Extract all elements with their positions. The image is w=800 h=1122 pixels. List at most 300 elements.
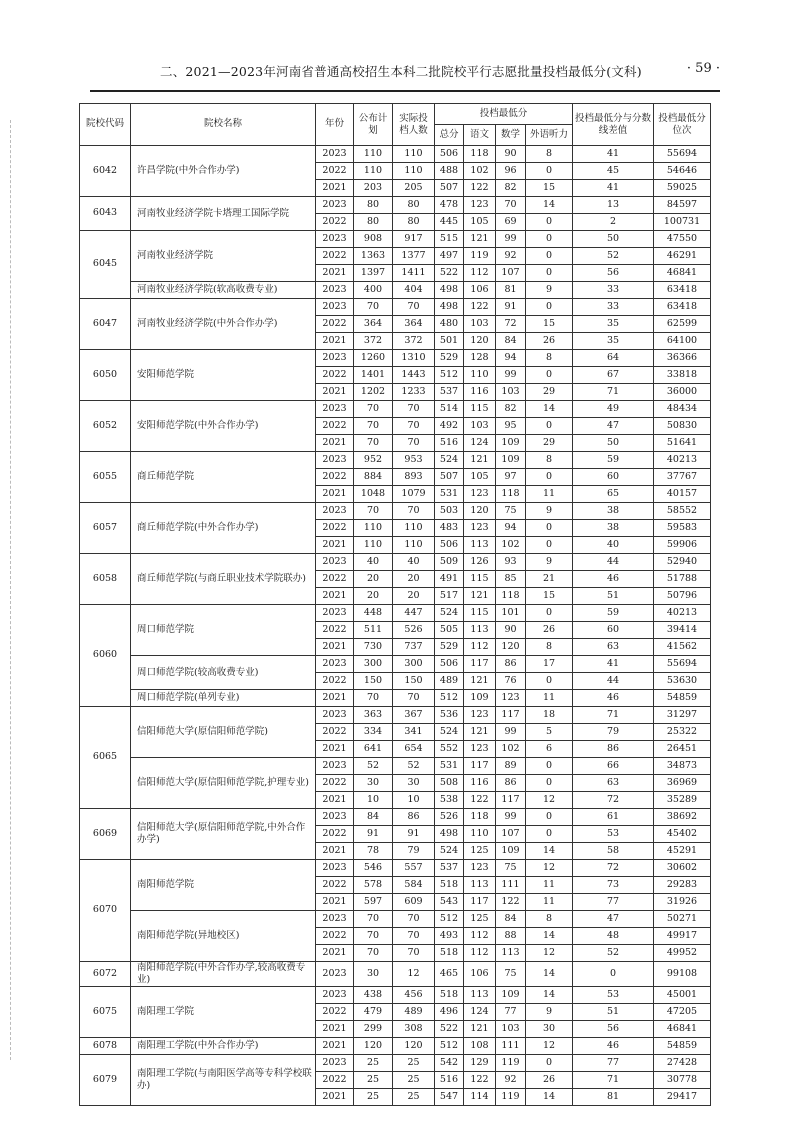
cell-listening: 0 bbox=[526, 469, 573, 486]
cell-listening: 29 bbox=[526, 435, 573, 452]
cell-actual: 447 bbox=[393, 605, 435, 622]
table-row bbox=[80, 350, 711, 367]
cell-actual: 91 bbox=[393, 826, 435, 843]
cell-total: 492 bbox=[435, 418, 464, 435]
cell-plan: 70 bbox=[354, 690, 393, 707]
cell-listening: 0 bbox=[526, 520, 573, 537]
cell-diff: 67 bbox=[573, 367, 654, 384]
cell-total: 529 bbox=[435, 639, 464, 656]
cell-listening: 14 bbox=[526, 962, 573, 987]
cell-listening: 0 bbox=[526, 605, 573, 622]
cell-total: 496 bbox=[435, 1003, 464, 1020]
cell-chinese: 117 bbox=[464, 758, 496, 775]
table-row bbox=[80, 452, 711, 469]
table-row bbox=[80, 231, 711, 248]
cell-rank: 100731 bbox=[654, 214, 711, 231]
cell-rank: 55694 bbox=[654, 656, 711, 673]
cell-actual: 70 bbox=[393, 418, 435, 435]
cell-rank: 47550 bbox=[654, 231, 711, 248]
cell-actual: 70 bbox=[393, 435, 435, 452]
cell-math: 72 bbox=[496, 316, 526, 333]
cell-total: 465 bbox=[435, 962, 464, 987]
cell-math: 107 bbox=[496, 826, 526, 843]
cell-math: 119 bbox=[496, 1054, 526, 1071]
cell-actual: 110 bbox=[393, 520, 435, 537]
cell-diff: 51 bbox=[573, 1003, 654, 1020]
cell-listening: 12 bbox=[526, 1037, 573, 1054]
cell-chinese: 119 bbox=[464, 248, 496, 265]
cell-actual: 70 bbox=[393, 945, 435, 962]
school-code: 6075 bbox=[80, 986, 131, 1037]
cell-chinese: 123 bbox=[464, 520, 496, 537]
cell-listening: 11 bbox=[526, 486, 573, 503]
cell-total: 512 bbox=[435, 911, 464, 928]
cell-math: 111 bbox=[496, 1037, 526, 1054]
cell-actual: 110 bbox=[393, 163, 435, 180]
table-body bbox=[80, 146, 711, 1106]
cell-chinese: 114 bbox=[464, 1088, 496, 1105]
cell-chinese: 121 bbox=[464, 1020, 496, 1037]
school-name: 周口师范学院(较高收费专业) bbox=[131, 656, 316, 690]
cell-year: 2021 bbox=[316, 265, 354, 282]
cell-diff: 46 bbox=[573, 1037, 654, 1054]
cell-year: 2023 bbox=[316, 554, 354, 571]
school-code: 6065 bbox=[80, 707, 131, 809]
cell-rank: 99108 bbox=[654, 962, 711, 987]
cell-chinese: 115 bbox=[464, 605, 496, 622]
cell-plan: 70 bbox=[354, 435, 393, 452]
cell-diff: 49 bbox=[573, 401, 654, 418]
school-name: 周口师范学院(单列专业) bbox=[131, 690, 316, 707]
cell-listening: 8 bbox=[526, 639, 573, 656]
cell-math: 102 bbox=[496, 741, 526, 758]
cell-actual: 456 bbox=[393, 986, 435, 1003]
cell-listening: 5 bbox=[526, 724, 573, 741]
school-code: 6078 bbox=[80, 1037, 131, 1054]
cell-year: 2021 bbox=[316, 537, 354, 554]
cell-year: 2023 bbox=[316, 809, 354, 826]
cell-math: 103 bbox=[496, 384, 526, 401]
cell-diff: 33 bbox=[573, 299, 654, 316]
col-header-plan: 公布计划 bbox=[354, 104, 393, 146]
col-header-min-score-group: 投档最低分 bbox=[435, 104, 573, 125]
cell-plan: 1260 bbox=[354, 350, 393, 367]
cell-total: 522 bbox=[435, 1020, 464, 1037]
cell-year: 2021 bbox=[316, 180, 354, 197]
cell-actual: 150 bbox=[393, 673, 435, 690]
cell-diff: 44 bbox=[573, 673, 654, 690]
cell-rank: 40213 bbox=[654, 605, 711, 622]
school-name: 安阳师范学院(中外合作办学) bbox=[131, 401, 316, 452]
cell-plan: 578 bbox=[354, 877, 393, 894]
cell-chinese: 122 bbox=[464, 299, 496, 316]
cell-math: 117 bbox=[496, 792, 526, 809]
cell-total: 543 bbox=[435, 894, 464, 911]
cell-chinese: 118 bbox=[464, 809, 496, 826]
cell-plan: 91 bbox=[354, 826, 393, 843]
cell-plan: 25 bbox=[354, 1054, 393, 1071]
cell-plan: 30 bbox=[354, 775, 393, 792]
cell-plan: 70 bbox=[354, 503, 393, 520]
cell-listening: 26 bbox=[526, 622, 573, 639]
cell-rank: 29417 bbox=[654, 1088, 711, 1105]
cell-math: 109 bbox=[496, 452, 526, 469]
cell-actual: 1079 bbox=[393, 486, 435, 503]
cell-year: 2023 bbox=[316, 350, 354, 367]
cell-math: 119 bbox=[496, 1088, 526, 1105]
table-row bbox=[80, 656, 711, 673]
cell-listening: 11 bbox=[526, 894, 573, 911]
cell-total: 531 bbox=[435, 758, 464, 775]
cell-plan: 1202 bbox=[354, 384, 393, 401]
cell-math: 99 bbox=[496, 809, 526, 826]
cell-diff: 61 bbox=[573, 809, 654, 826]
cell-chinese: 112 bbox=[464, 928, 496, 945]
school-code: 6047 bbox=[80, 299, 131, 350]
cell-year: 2023 bbox=[316, 758, 354, 775]
cell-plan: 120 bbox=[354, 1037, 393, 1054]
school-code: 6072 bbox=[80, 962, 131, 987]
cell-plan: 1397 bbox=[354, 265, 393, 282]
school-name: 河南牧业经济学院(中外合作办学) bbox=[131, 299, 316, 350]
cell-diff: 71 bbox=[573, 384, 654, 401]
cell-math: 84 bbox=[496, 911, 526, 928]
cell-chinese: 105 bbox=[464, 469, 496, 486]
cell-listening: 8 bbox=[526, 452, 573, 469]
cell-actual: 86 bbox=[393, 809, 435, 826]
cell-rank: 40157 bbox=[654, 486, 711, 503]
cell-listening: 9 bbox=[526, 503, 573, 520]
cell-actual: 70 bbox=[393, 503, 435, 520]
cell-total: 489 bbox=[435, 673, 464, 690]
cell-actual: 308 bbox=[393, 1020, 435, 1037]
cell-listening: 0 bbox=[526, 775, 573, 792]
cell-chinese: 102 bbox=[464, 163, 496, 180]
cell-year: 2022 bbox=[316, 163, 354, 180]
cell-math: 76 bbox=[496, 673, 526, 690]
cell-listening: 0 bbox=[526, 673, 573, 690]
cell-math: 81 bbox=[496, 282, 526, 299]
cell-plan: 70 bbox=[354, 401, 393, 418]
cell-total: 516 bbox=[435, 1071, 464, 1088]
cell-actual: 584 bbox=[393, 877, 435, 894]
cell-math: 90 bbox=[496, 146, 526, 163]
cell-total: 508 bbox=[435, 775, 464, 792]
cell-rank: 47205 bbox=[654, 1003, 711, 1020]
cell-chinese: 126 bbox=[464, 554, 496, 571]
cell-total: 516 bbox=[435, 435, 464, 452]
cell-chinese: 124 bbox=[464, 435, 496, 452]
cell-diff: 59 bbox=[573, 605, 654, 622]
cell-listening: 21 bbox=[526, 571, 573, 588]
col-header-actual: 实际投档人数 bbox=[393, 104, 435, 146]
cell-diff: 41 bbox=[573, 656, 654, 673]
cell-chinese: 122 bbox=[464, 180, 496, 197]
cell-actual: 70 bbox=[393, 401, 435, 418]
cell-diff: 46 bbox=[573, 571, 654, 588]
cell-chinese: 121 bbox=[464, 724, 496, 741]
cell-plan: 363 bbox=[354, 707, 393, 724]
cell-plan: 1363 bbox=[354, 248, 393, 265]
cell-math: 85 bbox=[496, 571, 526, 588]
cell-chinese: 110 bbox=[464, 826, 496, 843]
cell-total: 547 bbox=[435, 1088, 464, 1105]
cell-math: 99 bbox=[496, 231, 526, 248]
cell-math: 120 bbox=[496, 639, 526, 656]
school-name: 南阳师范学院(异地校区) bbox=[131, 911, 316, 962]
cell-math: 95 bbox=[496, 418, 526, 435]
cell-total: 542 bbox=[435, 1054, 464, 1071]
cell-listening: 9 bbox=[526, 282, 573, 299]
cell-listening: 26 bbox=[526, 1071, 573, 1088]
cell-math: 109 bbox=[496, 986, 526, 1003]
cell-actual: 70 bbox=[393, 911, 435, 928]
header-divider bbox=[90, 90, 720, 92]
cell-total: 517 bbox=[435, 588, 464, 605]
cell-listening: 6 bbox=[526, 741, 573, 758]
cell-chinese: 112 bbox=[464, 265, 496, 282]
cell-total: 497 bbox=[435, 248, 464, 265]
cell-total: 506 bbox=[435, 537, 464, 554]
cell-diff: 33 bbox=[573, 282, 654, 299]
cell-listening: 12 bbox=[526, 792, 573, 809]
cell-total: 512 bbox=[435, 690, 464, 707]
cell-chinese: 113 bbox=[464, 622, 496, 639]
school-name: 南阳理工学院(中外合作办学) bbox=[131, 1037, 316, 1054]
cell-actual: 953 bbox=[393, 452, 435, 469]
cell-year: 2022 bbox=[316, 418, 354, 435]
cell-rank: 63418 bbox=[654, 282, 711, 299]
cell-diff: 53 bbox=[573, 986, 654, 1003]
cell-total: 518 bbox=[435, 986, 464, 1003]
cell-total: 522 bbox=[435, 265, 464, 282]
cell-listening: 0 bbox=[526, 537, 573, 554]
cell-rank: 25322 bbox=[654, 724, 711, 741]
cell-chinese: 118 bbox=[464, 146, 496, 163]
cell-plan: 372 bbox=[354, 333, 393, 350]
cell-year: 2022 bbox=[316, 673, 354, 690]
cell-actual: 654 bbox=[393, 741, 435, 758]
cell-listening: 0 bbox=[526, 758, 573, 775]
cell-rank: 36969 bbox=[654, 775, 711, 792]
cell-rank: 48434 bbox=[654, 401, 711, 418]
cell-chinese: 121 bbox=[464, 673, 496, 690]
cell-diff: 35 bbox=[573, 316, 654, 333]
cell-chinese: 105 bbox=[464, 214, 496, 231]
cell-actual: 70 bbox=[393, 690, 435, 707]
cell-total: 518 bbox=[435, 877, 464, 894]
cell-actual: 1310 bbox=[393, 350, 435, 367]
cell-chinese: 121 bbox=[464, 588, 496, 605]
cell-plan: 730 bbox=[354, 639, 393, 656]
cell-actual: 40 bbox=[393, 554, 435, 571]
cell-year: 2021 bbox=[316, 690, 354, 707]
cell-actual: 25 bbox=[393, 1054, 435, 1071]
cell-plan: 20 bbox=[354, 588, 393, 605]
table-row bbox=[80, 962, 711, 987]
cell-math: 103 bbox=[496, 1020, 526, 1037]
cell-plan: 110 bbox=[354, 163, 393, 180]
cell-chinese: 103 bbox=[464, 418, 496, 435]
school-name: 南阳师范学院(中外合作办学,较高收费专业) bbox=[131, 962, 316, 987]
school-name: 南阳师范学院 bbox=[131, 860, 316, 911]
cell-diff: 51 bbox=[573, 588, 654, 605]
cell-year: 2023 bbox=[316, 282, 354, 299]
cell-year: 2022 bbox=[316, 1003, 354, 1020]
cell-listening: 0 bbox=[526, 1054, 573, 1071]
cell-rank: 49952 bbox=[654, 945, 711, 962]
cell-rank: 36000 bbox=[654, 384, 711, 401]
cell-year: 2022 bbox=[316, 248, 354, 265]
table-row bbox=[80, 690, 711, 707]
cell-listening: 11 bbox=[526, 877, 573, 894]
cell-diff: 60 bbox=[573, 622, 654, 639]
table-row bbox=[80, 401, 711, 418]
cell-plan: 203 bbox=[354, 180, 393, 197]
cell-plan: 40 bbox=[354, 554, 393, 571]
cell-listening: 14 bbox=[526, 1088, 573, 1105]
cell-listening: 8 bbox=[526, 911, 573, 928]
cell-chinese: 117 bbox=[464, 656, 496, 673]
cell-actual: 79 bbox=[393, 843, 435, 860]
cell-diff: 63 bbox=[573, 639, 654, 656]
cell-total: 491 bbox=[435, 571, 464, 588]
cell-math: 92 bbox=[496, 248, 526, 265]
cell-math: 96 bbox=[496, 163, 526, 180]
cell-total: 478 bbox=[435, 197, 464, 214]
cell-rank: 51641 bbox=[654, 435, 711, 452]
cell-rank: 36366 bbox=[654, 350, 711, 367]
cell-diff: 60 bbox=[573, 469, 654, 486]
cell-chinese: 123 bbox=[464, 486, 496, 503]
cell-plan: 25 bbox=[354, 1071, 393, 1088]
cell-diff: 77 bbox=[573, 894, 654, 911]
cell-listening: 8 bbox=[526, 350, 573, 367]
cell-rank: 59025 bbox=[654, 180, 711, 197]
school-code: 6050 bbox=[80, 350, 131, 401]
cell-rank: 31297 bbox=[654, 707, 711, 724]
cell-rank: 45402 bbox=[654, 826, 711, 843]
cell-diff: 73 bbox=[573, 877, 654, 894]
cell-math: 99 bbox=[496, 367, 526, 384]
cell-year: 2021 bbox=[316, 741, 354, 758]
binding-margin-line bbox=[10, 120, 11, 1060]
cell-plan: 70 bbox=[354, 911, 393, 928]
cell-chinese: 120 bbox=[464, 333, 496, 350]
cell-actual: 10 bbox=[393, 792, 435, 809]
cell-rank: 51788 bbox=[654, 571, 711, 588]
cell-rank: 37767 bbox=[654, 469, 711, 486]
cell-total: 488 bbox=[435, 163, 464, 180]
cell-plan: 70 bbox=[354, 945, 393, 962]
school-name: 安阳师范学院 bbox=[131, 350, 316, 401]
cell-plan: 80 bbox=[354, 214, 393, 231]
cell-plan: 448 bbox=[354, 605, 393, 622]
cell-actual: 110 bbox=[393, 537, 435, 554]
cell-year: 2023 bbox=[316, 401, 354, 418]
cell-year: 2021 bbox=[316, 384, 354, 401]
cell-chinese: 121 bbox=[464, 231, 496, 248]
cell-year: 2021 bbox=[316, 894, 354, 911]
cell-listening: 26 bbox=[526, 333, 573, 350]
school-code: 6042 bbox=[80, 146, 131, 197]
cell-chinese: 123 bbox=[464, 197, 496, 214]
school-name: 商丘师范学院(中外合作办学) bbox=[131, 503, 316, 554]
cell-diff: 71 bbox=[573, 707, 654, 724]
cell-actual: 404 bbox=[393, 282, 435, 299]
cell-chinese: 115 bbox=[464, 571, 496, 588]
cell-chinese: 109 bbox=[464, 690, 496, 707]
cell-year: 2022 bbox=[316, 367, 354, 384]
cell-actual: 917 bbox=[393, 231, 435, 248]
cell-math: 109 bbox=[496, 843, 526, 860]
cell-listening: 29 bbox=[526, 384, 573, 401]
cell-plan: 908 bbox=[354, 231, 393, 248]
cell-math: 77 bbox=[496, 1003, 526, 1020]
table-row bbox=[80, 197, 711, 214]
cell-actual: 367 bbox=[393, 707, 435, 724]
cell-diff: 2 bbox=[573, 214, 654, 231]
cell-plan: 78 bbox=[354, 843, 393, 860]
cell-listening: 18 bbox=[526, 707, 573, 724]
cell-plan: 299 bbox=[354, 1020, 393, 1037]
cell-actual: 110 bbox=[393, 146, 435, 163]
cell-rank: 31926 bbox=[654, 894, 711, 911]
cell-actual: 70 bbox=[393, 299, 435, 316]
cell-actual: 80 bbox=[393, 214, 435, 231]
school-code: 6052 bbox=[80, 401, 131, 452]
cell-year: 2021 bbox=[316, 588, 354, 605]
cell-chinese: 124 bbox=[464, 1003, 496, 1020]
school-code: 6058 bbox=[80, 554, 131, 605]
cell-listening: 0 bbox=[526, 265, 573, 282]
cell-actual: 20 bbox=[393, 588, 435, 605]
cell-rank: 45001 bbox=[654, 986, 711, 1003]
cell-plan: 25 bbox=[354, 1088, 393, 1105]
table-row bbox=[80, 809, 711, 826]
cell-diff: 48 bbox=[573, 928, 654, 945]
cell-rank: 52940 bbox=[654, 554, 711, 571]
cell-math: 91 bbox=[496, 299, 526, 316]
cell-diff: 66 bbox=[573, 758, 654, 775]
cell-rank: 53630 bbox=[654, 673, 711, 690]
page-header bbox=[160, 62, 720, 82]
cell-total: 529 bbox=[435, 350, 464, 367]
cell-year: 2021 bbox=[316, 486, 354, 503]
cell-plan: 150 bbox=[354, 673, 393, 690]
cell-actual: 120 bbox=[393, 1037, 435, 1054]
cell-diff: 52 bbox=[573, 248, 654, 265]
cell-total: 518 bbox=[435, 945, 464, 962]
table-row bbox=[80, 299, 711, 316]
cell-year: 2021 bbox=[316, 792, 354, 809]
cell-total: 483 bbox=[435, 520, 464, 537]
cell-math: 93 bbox=[496, 554, 526, 571]
cell-total: 498 bbox=[435, 826, 464, 843]
school-code: 6045 bbox=[80, 231, 131, 299]
cell-year: 2023 bbox=[316, 452, 354, 469]
cell-rank: 27428 bbox=[654, 1054, 711, 1071]
cell-plan: 546 bbox=[354, 860, 393, 877]
cell-actual: 1377 bbox=[393, 248, 435, 265]
school-code: 6055 bbox=[80, 452, 131, 503]
cell-total: 503 bbox=[435, 503, 464, 520]
cell-total: 524 bbox=[435, 724, 464, 741]
cell-diff: 86 bbox=[573, 741, 654, 758]
cell-diff: 72 bbox=[573, 860, 654, 877]
cell-total: 552 bbox=[435, 741, 464, 758]
table-row bbox=[80, 860, 711, 877]
